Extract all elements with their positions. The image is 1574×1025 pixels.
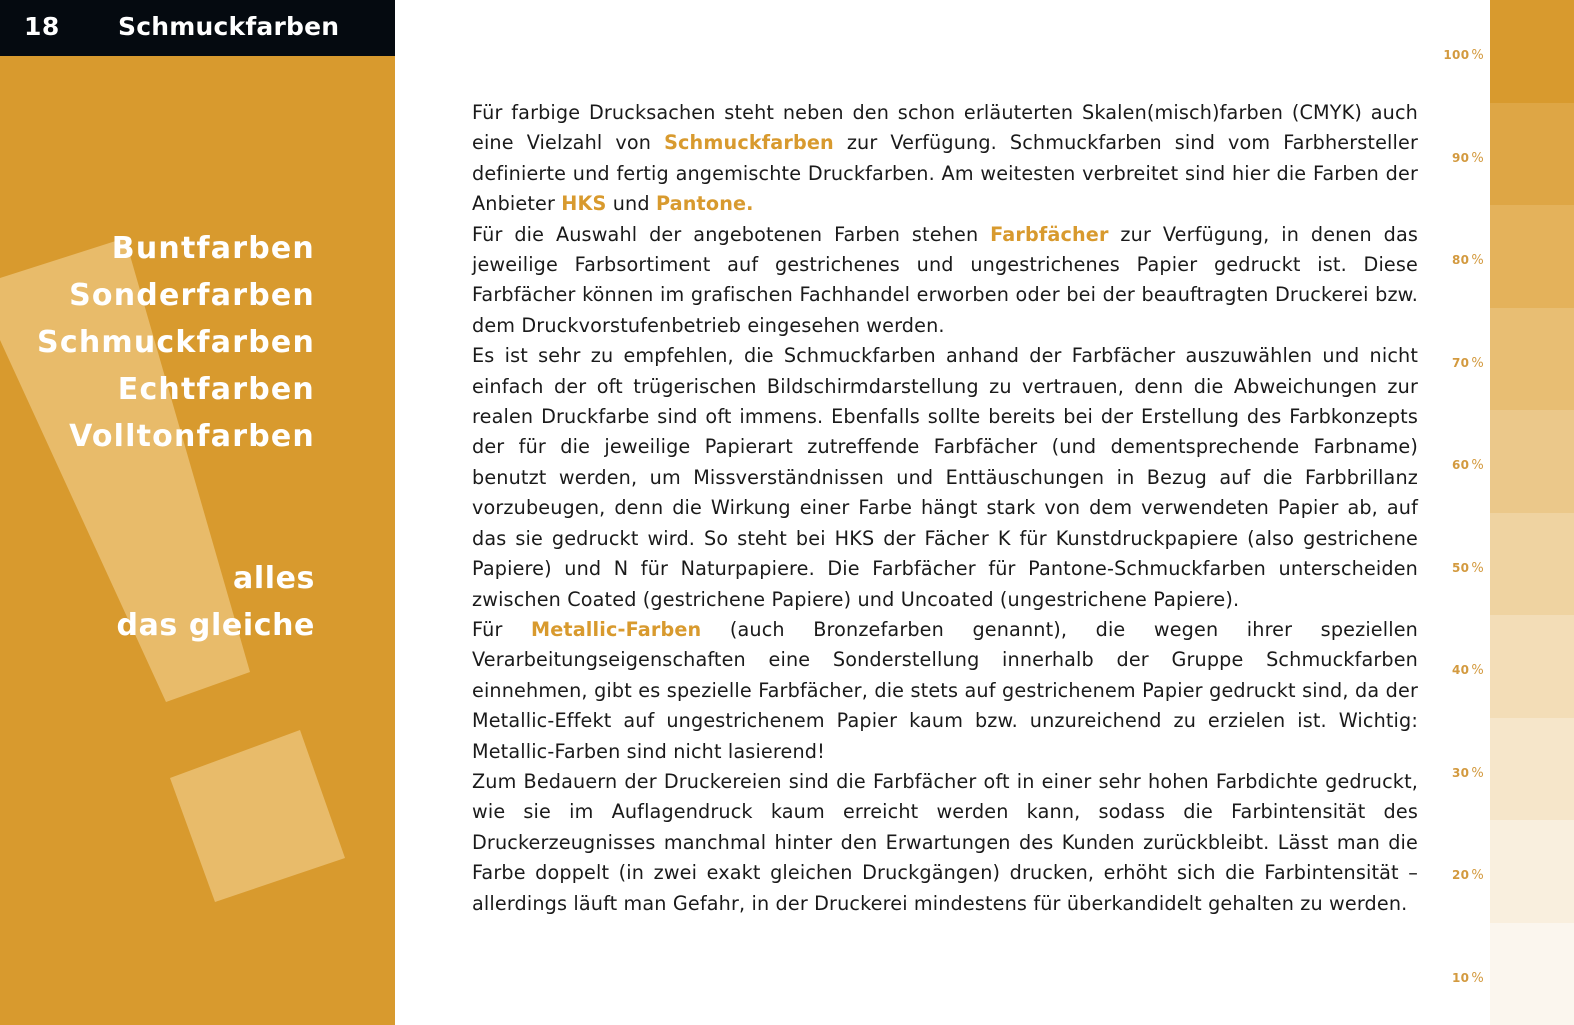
tint-swatch: [1490, 615, 1574, 719]
paragraph-text: Es ist sehr zu empfehlen, die Schmuckfarben anhand der Farbfächer auszuwählen und nicht einfach der oft trügerischen Bildschirmdarstellung zu vertrauen, denn die Abweichungen zur realen Druckfarbe sind oft immens. Ebenfalls sollte bereits bei der Erstellung des Farbkonzepts der für die jeweilige Papierart zutreffende Farbfächer (und dementsprechende Farbname) benutzt werden, um Missverständnissen und Enttäuschungen in Bezug auf die Farbbrillanz vorzubeugen, denn die Wirkung einer Farbe hängt stark von dem verwendeten Papier ab, auf das sie gedruckt wird. So steht bei HKS der Fächer K für Kunstdruckpapiere (also gestrichene Papiere) und N für Naturpapiere. Die Farbfächer für Pantone-Schmuckfarben unterscheiden zwischen Coated (gestrichene Papiere) und Uncoated (ungestrichene Papiere).: [472, 344, 1418, 611]
highlighted-term: Farbfächer: [990, 222, 1109, 246]
body-paragraph: [472, 220, 1418, 342]
paragraph-text: und: [606, 192, 656, 216]
tagline: [117, 555, 316, 649]
sidebar-panel: [0, 0, 395, 1025]
body-paragraph: [472, 615, 1418, 767]
tint-label: 30 %: [1452, 765, 1484, 781]
tint-swatch: [1490, 513, 1574, 617]
tint-label: 90 %: [1452, 150, 1484, 166]
paragraph-text: Für farbige Drucksachen steht neben den schon erläuterten Skalen(misch)farben (CMYK) auch eine Vielzahl von: [472, 101, 1418, 155]
tint-swatch: [1490, 0, 1574, 104]
tint-swatch: [1490, 103, 1574, 207]
tint-swatch: [1490, 923, 1574, 1025]
page-number: 18: [24, 12, 60, 41]
highlighted-term: Metallic-Farben: [530, 617, 702, 641]
tint-label: 100 %: [1443, 48, 1484, 63]
tint-swatch: [1490, 718, 1574, 822]
highlighted-term: HKS: [561, 192, 607, 216]
paragraph-text: Zum Bedauern der Druckereien sind die Farbfächer oft in einer sehr hohen Farbdichte gedruckt, wie sie im Auflagendruck kaum erreicht werden kann, sodass die Farbintensität des Druckerzeugnisses manchmal hinter den Erwartungen des Kunden zurückbleibt. Lässt man die Farbe doppelt (in zwei exakt gleichen Druckgängen) drucken, erhöht sich die Farbintensität – allerdings läuft man Gefahr, in der Druckerei mindestens für überkandidelt gehalten zu werden.: [472, 769, 1418, 915]
body-paragraph: [472, 767, 1418, 919]
page-header: [0, 0, 395, 56]
synonym-item: Sonderfarben: [69, 278, 315, 313]
highlighted-term: Pantone.: [655, 192, 754, 216]
paragraph-text: zur Verfügung. Schmuckfarben sind vom Farbhersteller definierte und fertig angemischte Druckfarben. Am weitesten verbreitet sind hier die Farben der Anbieter: [472, 131, 1418, 216]
section-title: Schmuckfarben: [118, 12, 340, 41]
tint-swatch: [1490, 820, 1574, 924]
tint-swatch: [1490, 308, 1574, 412]
tint-label: 10 %: [1452, 970, 1484, 986]
paragraph-text: Für die Auswahl der angebotenen Farben stehen: [472, 222, 991, 246]
synonym-item: Buntfarben: [111, 231, 315, 266]
tagline-line: das gleiche: [116, 608, 315, 643]
body-paragraph: [472, 98, 1418, 220]
tint-label: 60 %: [1452, 458, 1484, 473]
paragraph-text: zur Verfügung, in denen das jeweilige Farbsortiment auf gestrichenes und ungestrichenes Papier gedruckt ist. Diese Farbfächer können im grafischen Fachhandel erworben oder bei der beauftragten Druckerei bzw. dem Druckvorstufenbetrieb eingesehen werden.: [472, 222, 1418, 337]
synonym-list: [37, 225, 315, 460]
tint-swatch: [1490, 410, 1574, 514]
tint-scale: [1490, 0, 1574, 1025]
highlighted-term: Schmuckfarben: [664, 131, 834, 155]
tagline-line: alles: [232, 561, 315, 596]
synonym-item: Schmuckfarben: [37, 325, 315, 360]
body-text: [472, 98, 1418, 919]
tint-swatch: [1490, 205, 1574, 309]
exclamation-mark-icon: [0, 0, 395, 1025]
body-paragraph: [472, 341, 1418, 615]
tint-label: 50 %: [1452, 560, 1484, 576]
paragraph-text: (auch Bronzefarben genannt), die wegen ihrer speziellen Verarbeitungseigenschaften eine Sonderstellung innerhalb der Gruppe Schmuckfarben einnehmen, gibt es spezielle Farbfächer, die stets auf gestrichenem Papier gedruckt sind, da der Metallic-Effekt auf ungestrichenem Papier kaum bzw. unzureichend zu erzielen ist. Wichtig: Metallic-Farben sind nicht lasierend!: [472, 617, 1418, 763]
tint-label: 20 %: [1452, 868, 1484, 883]
tint-label: 70 %: [1452, 355, 1484, 371]
synonym-item: Echtfarben: [117, 372, 315, 407]
synonym-item: Volltonfarben: [69, 419, 315, 454]
tint-label: 80 %: [1452, 253, 1484, 268]
tint-label: 40 %: [1452, 663, 1484, 678]
paragraph-text: Für: [472, 617, 531, 641]
